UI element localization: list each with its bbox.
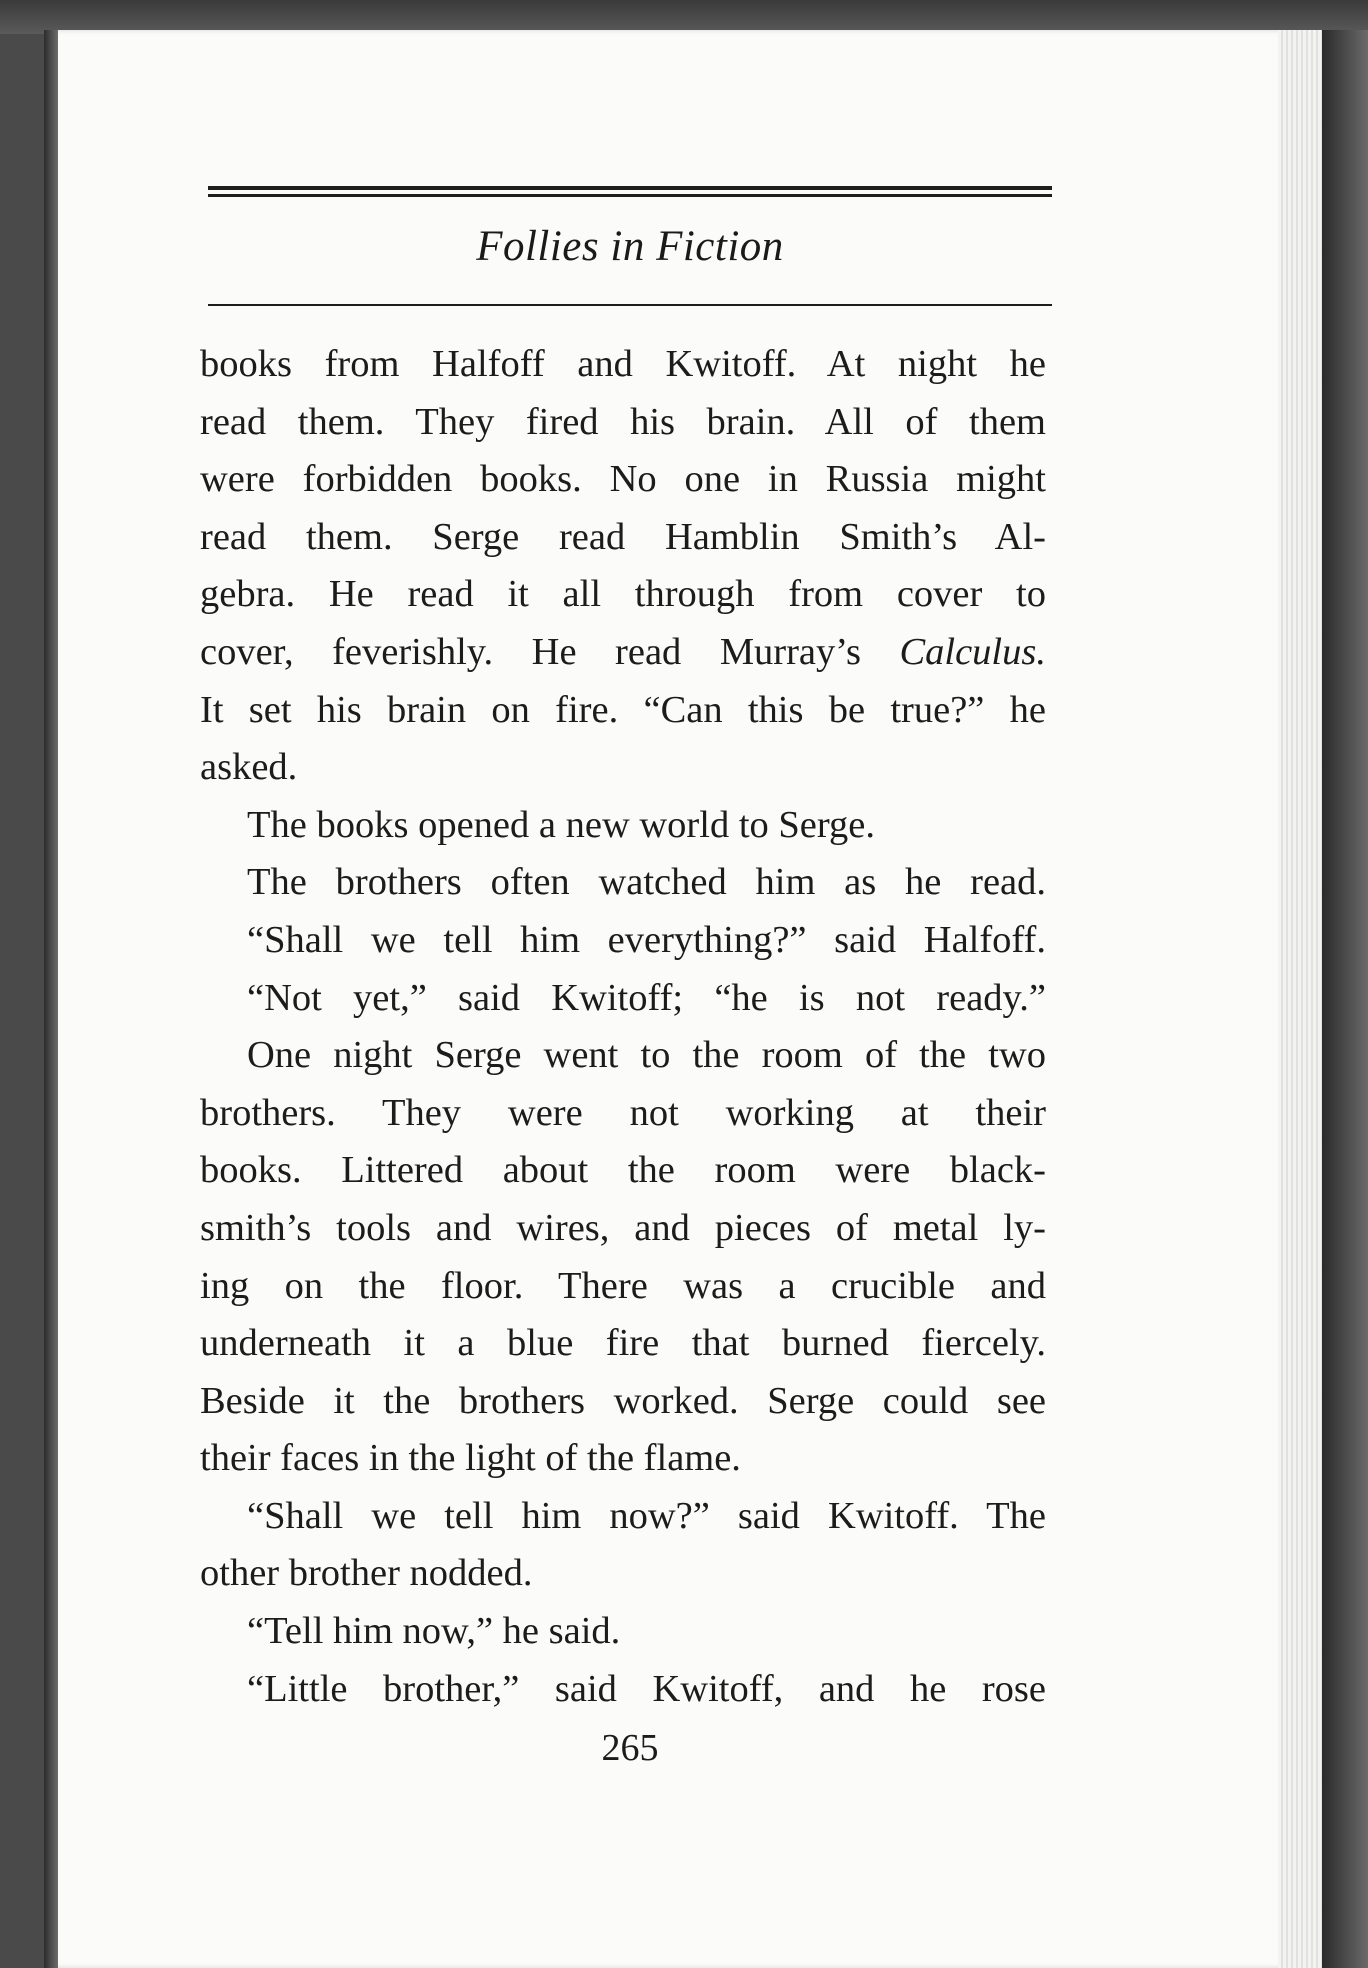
page-number: 265 xyxy=(601,1727,659,1769)
text-line: were forbidden books. No one in Russia might xyxy=(200,458,1046,501)
text-line-roman: cover, feverishly. He read Murray’s xyxy=(200,630,900,673)
text-line: The books opened a new world to Serge. xyxy=(247,803,875,846)
text-line: asked. xyxy=(200,746,298,789)
text-line: read them. They fired his brain. All of them xyxy=(200,400,1046,443)
text-line: underneath it a blue fire that burned fiercely. xyxy=(200,1322,1046,1365)
text-line: “Tell him now,” he said. xyxy=(247,1610,621,1653)
text-line: The brothers often watched him as he read. xyxy=(247,861,1046,904)
page-edges xyxy=(1278,30,1322,1968)
text-line: One night Serge went to the room of the two xyxy=(247,1034,1046,1077)
text-line: “Not yet,” said Kwitoff; “he is not ready.” xyxy=(247,976,1046,1019)
book-gutter xyxy=(44,30,58,1968)
scan-background-right xyxy=(1322,30,1368,1968)
running-head: Follies in Fiction xyxy=(476,223,784,270)
text-line: “Shall we tell him everything?” said Halfoff. xyxy=(247,918,1046,961)
scan-background-top xyxy=(0,0,1368,34)
text-line: other brother nodded. xyxy=(200,1552,533,1595)
header-underline-rule xyxy=(208,304,1052,306)
book-title-italic: Calculus. xyxy=(899,630,1046,673)
text-line: It set his brain on fire. “Can this be true?” he xyxy=(200,688,1046,731)
text-line: gebra. He read it all through from cover to xyxy=(200,573,1046,616)
text-line: books from Halfoff and Kwitoff. At night he xyxy=(200,343,1046,385)
header-double-rule-top xyxy=(208,186,1052,190)
text-line: brothers. They were not working at their xyxy=(200,1091,1046,1134)
text-line: books. Littered about the room were black- xyxy=(200,1149,1046,1192)
text-line: ing on the floor. There was a crucible and xyxy=(200,1264,1046,1307)
body-text xyxy=(200,336,1046,1718)
text-line: smith’s tools and wires, and pieces of metal ly- xyxy=(200,1206,1046,1249)
text-line: “Little brother,” said Kwitoff, and he rose xyxy=(247,1667,1046,1710)
text-line: read them. Serge read Hamblin Smith’s Al- xyxy=(200,515,1046,558)
text-line: their faces in the light of the flame. xyxy=(200,1437,741,1480)
header-double-rule-bottom xyxy=(208,194,1052,197)
text-line: Beside it the brothers worked. Serge could see xyxy=(200,1379,1046,1422)
text-line xyxy=(200,624,1046,682)
text-line: “Shall we tell him now?” said Kwitoff. The xyxy=(247,1494,1046,1537)
